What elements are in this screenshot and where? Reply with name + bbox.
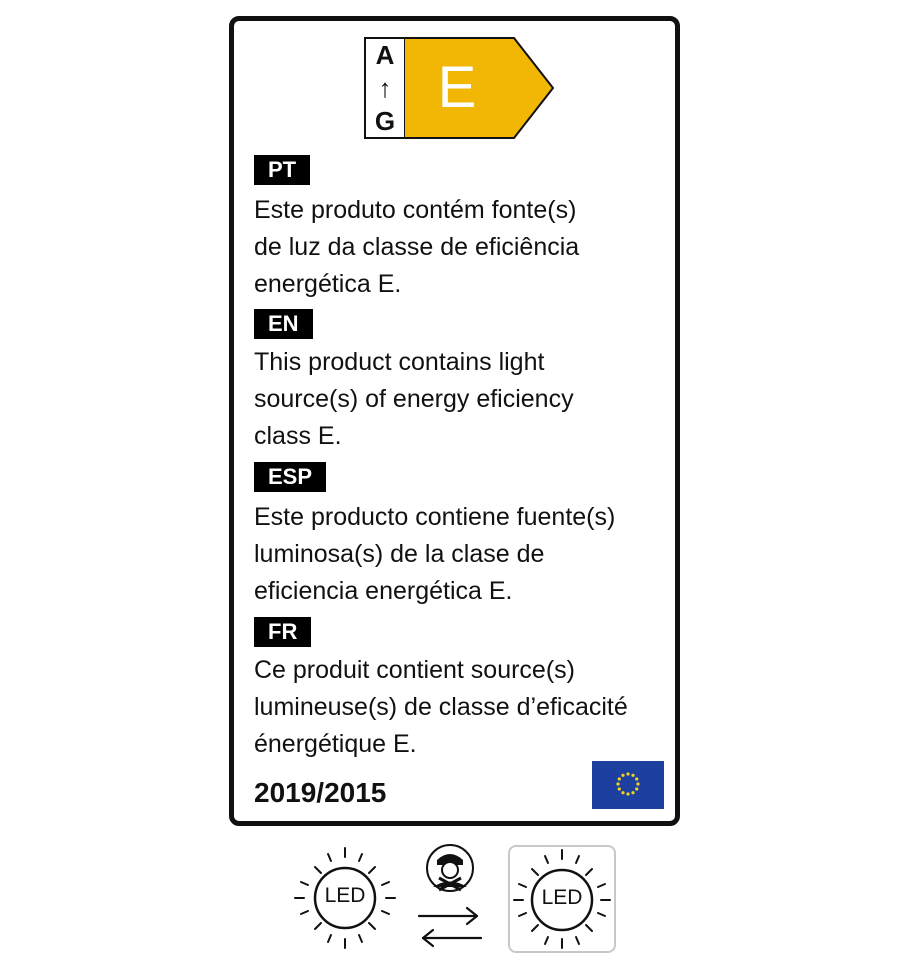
efficiency-scale [364, 37, 404, 139]
lang-text-en [254, 344, 674, 455]
energy-class-arrow [404, 37, 554, 139]
energy-label [229, 16, 680, 826]
text-line: eficiencia energética E. [254, 577, 513, 605]
lang-text-pt [254, 192, 674, 303]
scale-bottom-letter: G [374, 105, 396, 136]
regulation-number: 2019/2015 [254, 777, 387, 808]
lang-text-esp [254, 499, 674, 610]
text-line: source(s) of energy eficiency [254, 385, 574, 413]
scale-top-letter: A [375, 40, 395, 71]
text-line: Este produto contém fonte(s) [254, 196, 577, 224]
lang-tag-en: EN [254, 309, 313, 339]
text-line: This product contains light [254, 348, 545, 376]
led-right-text: LED [541, 886, 583, 909]
replaceable-service-icon [417, 840, 483, 963]
text-line: Este producto contiene fuente(s) [254, 503, 616, 531]
lang-tag-fr: FR [254, 617, 311, 647]
text-line: luminosa(s) de la clase de [254, 540, 545, 568]
text-line: lumineuse(s) de classe d’eficacité [254, 693, 628, 721]
energy-class-letter: E [437, 55, 477, 120]
scale-arrow-icon: ↑ [378, 72, 392, 103]
text-line: class E. [254, 422, 342, 450]
eu-flag-icon [592, 761, 664, 809]
text-line: énergétique E. [254, 730, 417, 758]
text-line: Ce produit contient source(s) [254, 656, 575, 684]
lang-text-fr [254, 652, 674, 763]
led-left-text: LED [324, 884, 366, 907]
text-line: energética E. [254, 270, 402, 298]
text-line: de luz da classe de eficiência [254, 233, 580, 261]
lang-tag-esp: ESP [254, 462, 326, 492]
lang-tag-pt: PT [254, 155, 310, 185]
